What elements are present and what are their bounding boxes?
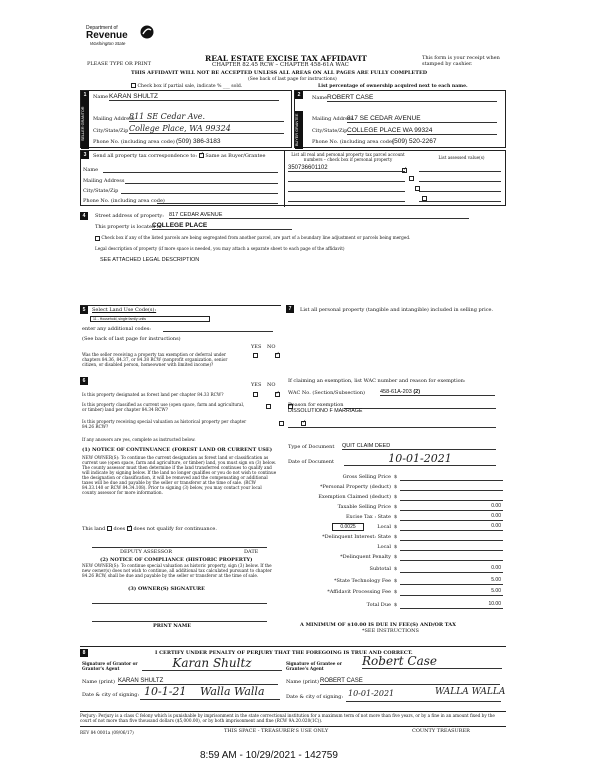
buyer-name[interactable]: ROBERT CASE bbox=[327, 94, 497, 102]
s3-mailing-field[interactable] bbox=[125, 183, 278, 184]
doc-date-label: Date of Document bbox=[288, 459, 334, 465]
section-5-number: 5 bbox=[80, 306, 88, 314]
grantor-date-label: Date & city of signing: bbox=[82, 692, 140, 698]
penalty-dollar: $ bbox=[394, 554, 398, 560]
total-label: Total Due bbox=[366, 602, 391, 608]
delinq-state-dollar: $ bbox=[394, 534, 398, 540]
owner-sig-line-2[interactable] bbox=[92, 621, 267, 622]
s5-no-checkbox[interactable] bbox=[275, 353, 280, 358]
s3-city-field[interactable] bbox=[121, 193, 278, 194]
s3-phone-label: Phone No. (including area code) bbox=[83, 198, 165, 204]
this-land-label: This land bbox=[82, 526, 106, 532]
grantee-name[interactable]: ROBERT CASE bbox=[320, 678, 500, 685]
buyer-side-label: BUYER GRANTEE bbox=[295, 111, 303, 149]
grantor-name-label: Name (print) bbox=[82, 679, 115, 685]
tech-fee-label: *State Technology Fee bbox=[334, 578, 391, 584]
notice1-body: NEW OWNER(S): To continue the current designation as forest land or classification as current use (open space, farm and agriculture, or timber) land, you must sign on (3) below. The county assessor must then determine if the land transferred continues to qualify and will indicate by signing below. If the land no longer qualifies or you do not wish to continue the designation or classification, it will be removed and the compensating or additional taxes will be due and payable by the seller or transferor at the time of sale. (RCW 84.33.140 or RCW 84.34.108). Prior to signing (3) below, you may contact your local county assessor for more information. bbox=[82, 455, 277, 495]
s6-no: NO bbox=[267, 382, 276, 388]
total-dollar: $ bbox=[394, 602, 398, 608]
s5-no: NO bbox=[267, 344, 276, 350]
recording-stamp: 8:59 AM - 10/29/2021 - 142759 bbox=[200, 750, 338, 761]
parcel-row-2[interactable] bbox=[288, 181, 405, 182]
local-tax-row bbox=[288, 523, 503, 532]
land-use-code: 11 - Household, single family units bbox=[93, 317, 147, 321]
receipt-note: This form is your receipt when stamped by cashier. bbox=[422, 55, 500, 67]
segregated-row bbox=[95, 235, 410, 241]
exemption-claimed-label: Exemption Claimed (deduct) bbox=[318, 494, 391, 500]
q2-yes-checkbox[interactable] bbox=[266, 404, 271, 409]
s3-name-field[interactable] bbox=[103, 172, 278, 173]
subtotal-value[interactable]: 0.00 bbox=[491, 565, 501, 571]
legal-label: Legal description of property (if more space is needed, you may attach a separate sheet to each page of the affidavit) bbox=[95, 246, 345, 251]
parcel-row-3[interactable] bbox=[288, 191, 405, 192]
delinq-local-label: Local bbox=[377, 544, 391, 550]
deputy-date-label: DATE bbox=[244, 549, 259, 555]
q3-historic: Is this property receiving special valuation as historical property per chapter 84.26 RCW? bbox=[82, 419, 247, 429]
reason-extra-line bbox=[288, 427, 496, 428]
form-number: REV 84 0001a (09/06/17) bbox=[80, 730, 134, 735]
q2-current-use: Is this property classified as current use (open space, farm and agricultural, or timber) land per chapter 84.34 RCW? bbox=[82, 402, 245, 412]
s5-yes: YES bbox=[251, 344, 262, 350]
taxable-value[interactable]: 0.00 bbox=[491, 503, 501, 509]
parcel-personal-checkbox[interactable] bbox=[402, 168, 407, 173]
delinq-local-row bbox=[288, 543, 503, 552]
section-2-number: 2 bbox=[295, 91, 303, 99]
gross-row bbox=[288, 473, 503, 482]
penalty-label: *Delinquent Penalty bbox=[340, 554, 391, 560]
section-6-number: 6 bbox=[80, 377, 88, 385]
segregated-checkbox[interactable] bbox=[95, 236, 100, 241]
owner-sig-label: (3) OWNER(S) SIGNATURE bbox=[128, 586, 205, 592]
section-5-land-use bbox=[80, 305, 281, 373]
penalty-row bbox=[288, 553, 503, 562]
partial-sale-checkbox[interactable] bbox=[131, 83, 136, 88]
tech-fee-dollar: $ bbox=[394, 578, 398, 584]
assessed-row-1[interactable] bbox=[419, 171, 501, 172]
local-rate-box[interactable]: 0.0025 bbox=[332, 523, 364, 531]
send-correspondence bbox=[93, 153, 265, 159]
exemption-dollar: $ bbox=[394, 494, 398, 500]
section-1-seller bbox=[80, 90, 292, 148]
gross-dollar: $ bbox=[394, 474, 398, 480]
certify-text: I CERTIFY UNDER PENALTY OF PERJURY THAT THE FOREGOING IS TRUE AND CORRECT. bbox=[155, 650, 413, 656]
buyer-phone[interactable]: (509) 520-2267 bbox=[392, 138, 437, 145]
subtotal-row bbox=[288, 565, 503, 574]
s6-yes: YES bbox=[251, 382, 262, 388]
buyer-mailing[interactable]: 817 SE CEDAR AVENUE bbox=[347, 115, 497, 123]
grantor-date[interactable]: 10-1-21 bbox=[144, 685, 187, 698]
personal-label: *Personal Property (deduct) bbox=[320, 484, 391, 490]
section-6-current-use bbox=[80, 377, 281, 635]
personal-row bbox=[288, 483, 503, 492]
located-value[interactable]: COLLEGE PLACE bbox=[152, 222, 292, 230]
buyer-city-label: City/State/Zip bbox=[312, 128, 348, 134]
seller-mailing-label: Mailing Address bbox=[93, 116, 135, 122]
s3-city-label: City/State/Zip bbox=[83, 188, 119, 194]
q1-no-checkbox[interactable] bbox=[275, 392, 280, 397]
perjury-notice: Perjury: Perjury is a class C felony which is punishable by imprisonment in the state correctional institution for a maximum term of not more than five years, or by a fine in an amount fixed by the court of not more than five thousand dollars ($5,000.00), or by both imprisonment and fine (RCW 9A.20.020(1C)). bbox=[80, 711, 506, 723]
enter-additional: enter any additional codes: bbox=[82, 326, 151, 332]
type-or-print: PLEASE TYPE OR PRINT bbox=[87, 61, 152, 67]
section-8-certification bbox=[80, 646, 506, 706]
treasurer-space: THIS SPACE - TREASURER'S USE ONLY bbox=[224, 728, 329, 734]
section-4-number: 4 bbox=[80, 212, 88, 220]
subtotal-dollar: $ bbox=[394, 566, 398, 572]
section-3-correspondence bbox=[80, 150, 506, 206]
send-label: Send all property tax correspondence to: bbox=[93, 153, 198, 159]
does-not-checkbox[interactable] bbox=[127, 526, 132, 531]
owner-sig-line-1[interactable] bbox=[92, 603, 267, 604]
additional-codes-field[interactable] bbox=[163, 331, 273, 332]
wac-number: 458-61A-203 bbox=[380, 389, 412, 395]
state-tax-value[interactable]: 0.00 bbox=[491, 513, 501, 519]
street-label: Street address of property: bbox=[95, 213, 164, 219]
grantor-name[interactable]: KARAN SHULTZ bbox=[118, 678, 278, 685]
does-label: does bbox=[113, 526, 126, 532]
see-back-line: (See back of last page for instructions) bbox=[248, 77, 337, 82]
legal-value[interactable]: SEE ATTACHED LEGAL DESCRIPTION bbox=[100, 257, 200, 263]
doc-date-value[interactable]: 10-01-2021 bbox=[344, 452, 496, 466]
partial-sale-label: Check box if partial sale, indicate % ___ sold. bbox=[137, 84, 243, 89]
buyer-city[interactable]: COLLEGE PLACE WA 99324 bbox=[347, 127, 497, 135]
same-as-buyer-checkbox[interactable] bbox=[199, 153, 204, 158]
assessed-row-2[interactable] bbox=[419, 181, 501, 182]
notice2-body: NEW OWNER(S): To continue special valuation as historic property, sign (3) below. If the new owner(s) does not wish to continue, all additional tax calculated pursuant to chapter 84.26 RCW, shall be due and payable by the seller or transferor at the time of sale. bbox=[82, 563, 272, 578]
grantor-sig-label: Signature of Grantor or Grantor's Agent bbox=[82, 661, 138, 671]
grantee-signature[interactable]: Robert Case bbox=[362, 654, 502, 669]
seller-city-label: City/State/Zip bbox=[93, 128, 129, 134]
affidavit-fee-row bbox=[288, 588, 503, 597]
located-label: This property is located in bbox=[95, 224, 162, 230]
section-1-number: 1 bbox=[81, 91, 89, 99]
grantor-city[interactable]: Walla Walla bbox=[200, 685, 265, 698]
section-3-number: 3 bbox=[81, 151, 89, 159]
form-title: REAL ESTATE EXCISE TAX AFFIDAVIT bbox=[205, 54, 367, 63]
this-land-row bbox=[82, 526, 217, 532]
total-value[interactable]: 10.00 bbox=[488, 601, 501, 607]
exemption-question: Was the seller receiving a property tax exemption or deferral under chapters 84.36, 84.37, or 84.38 RCW (nonprofit organization, senior citizen, or disabled person, homeowner with limited income)? bbox=[82, 352, 228, 367]
local-tax-label: Local bbox=[377, 524, 391, 530]
print-name-label: PRINT NAME bbox=[153, 623, 192, 629]
parcel-row-4[interactable] bbox=[288, 201, 405, 202]
ownership-note: List percentage of ownership acquired next to each name. bbox=[318, 84, 468, 89]
taxable-row bbox=[288, 503, 503, 512]
deputy-label: DEPUTY ASSESSOR bbox=[120, 549, 173, 555]
assessed-row-4[interactable] bbox=[419, 201, 501, 202]
buyer-name-label: Name bbox=[312, 95, 328, 101]
seller-mailing[interactable]: 811 SE Cedar Ave. bbox=[129, 112, 284, 122]
county-treasurer: COUNTY TREASURER bbox=[412, 728, 470, 734]
exemption-row bbox=[288, 493, 503, 502]
grantor-date-line bbox=[140, 699, 280, 700]
q1-forest: Is this property designated as forest land per chapter 84.33 RCW? bbox=[82, 392, 224, 397]
s3-mailing-label: Mailing Address bbox=[83, 178, 125, 184]
section-7-number: 7 bbox=[286, 305, 294, 313]
parcel-list-divider bbox=[284, 151, 285, 207]
grantee-name-label: Name (print) bbox=[286, 679, 319, 685]
tech-fee-row bbox=[288, 577, 503, 586]
dor-logo bbox=[86, 25, 156, 57]
segregated-label: Check box if any of the listed parcels are being segregated from another parcel, are part of a boundary line adjustment or parcels being merged. bbox=[101, 235, 411, 240]
local-tax-value[interactable]: 0.00 bbox=[491, 523, 501, 529]
wac-label: WAC No. (Section/Subsection) bbox=[288, 390, 366, 396]
doc-type-value[interactable]: QUIT CLAIM DEED bbox=[342, 443, 496, 450]
see-instructions: *SEE INSTRUCTIONS bbox=[362, 628, 419, 634]
grantee-city[interactable]: WALLA WALLA bbox=[435, 687, 506, 697]
does-checkbox[interactable] bbox=[107, 526, 112, 531]
delinq-local-dollar: $ bbox=[394, 544, 398, 550]
seller-city[interactable]: College Place, WA 99324 bbox=[129, 124, 284, 134]
if-any-yes: If any answers are yes, complete as instructed below. bbox=[82, 437, 196, 442]
s5-see-back: (See back of last page for instructions) bbox=[82, 336, 181, 342]
dept-line1: Department of bbox=[86, 25, 118, 31]
reason-label: Reason for exemption bbox=[288, 402, 344, 408]
parcel-header: List all real and personal property tax parcel account numbers – check box if personal property bbox=[291, 152, 405, 162]
affidavit-fee-dollar: $ bbox=[394, 589, 398, 595]
parcel-number[interactable]: 350736601102 bbox=[288, 165, 405, 172]
s3-phone-field[interactable] bbox=[157, 203, 278, 204]
state-tax-label: Excise Tax : State bbox=[346, 514, 391, 520]
total-row bbox=[288, 601, 503, 610]
assessed-header: List assessed value(s) bbox=[438, 155, 485, 160]
grantor-signature[interactable]: Karan Shultz bbox=[142, 656, 282, 671]
dept-line2: Revenue bbox=[86, 30, 128, 41]
s3-name-label: Name bbox=[83, 167, 99, 173]
section-4-property bbox=[80, 210, 506, 300]
section-8-number: 8 bbox=[80, 649, 88, 657]
reason-value[interactable]: DISSOLUTIONO F MARRIAGE bbox=[288, 408, 363, 414]
grantee-date[interactable]: 10-01-2021 bbox=[348, 689, 395, 698]
qualify-label: qualify for continuance. bbox=[156, 526, 217, 532]
partial-sale bbox=[131, 83, 242, 89]
doc-type-label: Type of Document bbox=[288, 444, 335, 450]
does-not-label: does not bbox=[133, 526, 156, 532]
exemption-label: If claiming an exemption, list WAC number and reason for exemption: bbox=[288, 378, 466, 384]
warning-line: THIS AFFIDAVIT WILL NOT BE ACCEPTED UNLESS ALL AREAS ON ALL PAGES ARE FULLY COMPLETED bbox=[131, 70, 428, 76]
local-tax-dollar: $ bbox=[394, 524, 398, 530]
subtotal-label: Subtotal bbox=[369, 566, 391, 572]
wac-value[interactable] bbox=[380, 389, 495, 396]
land-use-select[interactable] bbox=[90, 316, 210, 322]
dept-line3: Washington State bbox=[90, 41, 126, 46]
section-2-buyer bbox=[294, 90, 506, 148]
seller-phone-label: Phone No. (including area code) bbox=[93, 139, 175, 145]
street-value[interactable]: 817 CEDAR AVENUE bbox=[169, 212, 469, 219]
grantee-sig-label: Signature of Grantee or Grantee's Agent bbox=[286, 661, 342, 671]
wac-subsection: (2) bbox=[413, 389, 421, 395]
affidavit-fee-value[interactable]: 5.00 bbox=[491, 588, 501, 594]
same-as-buyer-label: Same as Buyer/Grantee bbox=[205, 153, 266, 159]
seller-side-label: SELLER GRANTOR bbox=[81, 99, 89, 149]
grantee-date-line bbox=[346, 701, 501, 702]
form-chapter: CHAPTER 82.45 RCW – CHAPTER 458-61A WAC bbox=[212, 62, 349, 68]
notice1-title: (1) NOTICE OF CONTINUANCE (FOREST LAND OR CURRENT USE) bbox=[82, 447, 273, 453]
state-tax-dollar: $ bbox=[394, 514, 398, 520]
personal-property-title: List all personal property (tangible and intangible) included in selling price. bbox=[300, 307, 494, 313]
footer-rule bbox=[80, 726, 506, 727]
gross-label: Gross Selling Price bbox=[342, 474, 391, 480]
buyer-phone-label: Phone No. (including area code) bbox=[312, 139, 394, 145]
parcel-2-checkbox[interactable] bbox=[409, 176, 414, 181]
q1-yes-checkbox[interactable] bbox=[253, 392, 258, 397]
tech-fee-value[interactable]: 5.00 bbox=[491, 577, 501, 583]
taxable-label: Taxable Selling Price bbox=[337, 504, 391, 510]
seller-name[interactable]: KARAN SHULTZ bbox=[109, 93, 279, 101]
assessed-row-3[interactable] bbox=[419, 191, 501, 192]
notice2-title: (2) NOTICE OF COMPLIANCE (HISTORIC PROPERTY) bbox=[100, 557, 253, 563]
grantee-date-label: Date & city of signing: bbox=[286, 694, 344, 700]
reason-line bbox=[344, 408, 496, 409]
delinq-state-row bbox=[288, 533, 503, 542]
minimum-note: A MINIMUM OF $10.00 IS DUE IN FEE(S) AND/OR TAX bbox=[300, 622, 457, 628]
taxable-dollar: $ bbox=[394, 504, 398, 510]
state-tax-row bbox=[288, 513, 503, 522]
s5-yes-checkbox[interactable] bbox=[253, 353, 258, 358]
dor-swoosh-icon bbox=[140, 25, 154, 39]
seller-name-label: Name bbox=[93, 94, 109, 100]
buyer-mailing-label: Mailing Address bbox=[312, 116, 354, 122]
deputy-line bbox=[92, 547, 267, 548]
affidavit-fee-label: *Affidavit Processing Fee bbox=[327, 589, 391, 595]
delinq-state-label: *Delinquent Interest: State bbox=[322, 534, 391, 540]
seller-phone[interactable]: (509) 386-3183 bbox=[176, 138, 221, 145]
land-use-title: Select Land Use Code(s): bbox=[92, 307, 157, 313]
personal-dollar: $ bbox=[394, 484, 398, 490]
